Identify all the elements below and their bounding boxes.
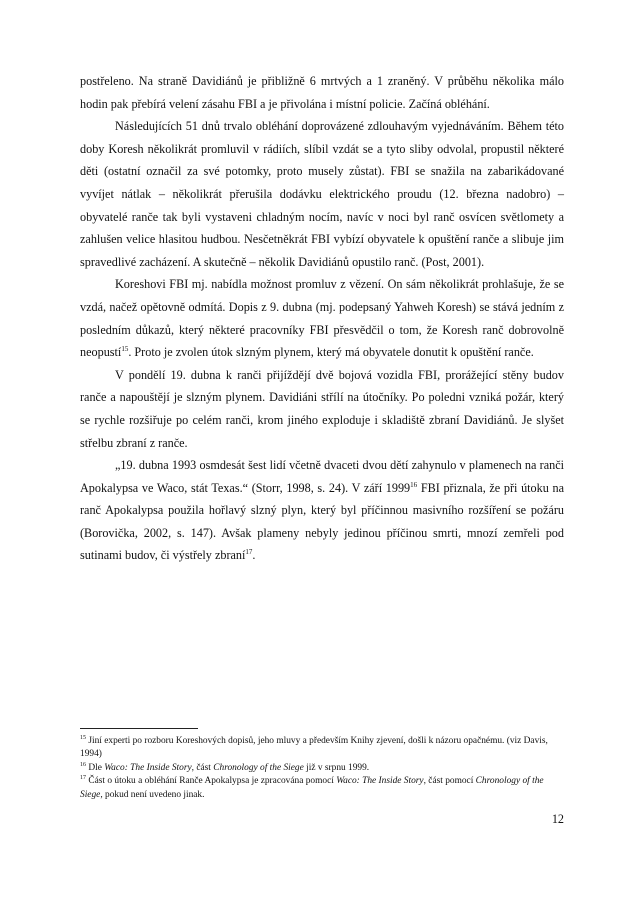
footnote (80, 762, 564, 775)
body-text (80, 70, 564, 567)
text-run: FBI přiznala, že při útoku na ranč Apokalypsa použila hořlavý slzný plyn, který byl příčinnou masivního rozšíření se požáru (Borovička, 2002, s. 147). Avšak plameny nebyly jedinou příčinou smrti, mnozí zemřeli pod sutinami budov, či výstřely zbraní (80, 480, 564, 563)
footnote (80, 735, 564, 762)
text-run: , část (191, 762, 214, 773)
italic-title: Waco: The Inside Story (104, 762, 192, 773)
text-run: , pokud není uvedeno jinak. (100, 789, 205, 800)
footnote-ref: 15 (121, 345, 129, 354)
paragraph (80, 364, 564, 454)
text-run: , část pomocí (423, 776, 476, 787)
text-run: Následujících 51 dnů trvalo obléhání doprovázené zdlouhavým vyjednáváním. Během této doby Koresh několikrát promluvil v rádiích, slíbil vzdát se a tyto sliby odvolal, propustil některé děti (ostatní označil za své potomky, proto musely zůstat). FBI se snažila na zabarikádované vyvíjet nátlak – několikrát přerušila dodávku elektrického proudu (12. března nadobro) – obyvatelé ranče tak byli vystaveni chladným nocím, navíc v noci byl ranč osvícen světlomety a zahlušen velice hlasitou hudbou. Nesčetněkrát FBI vybízí obyvatele k opuštění ranče a slibuje jim spravedlivé zacházení. A skutečně – několik Davidiánů opustilo ranč. (Post, 2001). (80, 119, 564, 269)
footnote-ref: 16 (410, 480, 418, 489)
text-run: „19. dubna 1993 osmdesát šest lidí včetně dvaceti dvou dětí zahynulo v plamenech na ranči Apokalypsa ve Waco, stát Texas.“ (Storr, 1998, s. 24). V září 1999 (80, 458, 564, 495)
footnote-ref: 17 (80, 775, 86, 782)
paragraph (80, 454, 564, 567)
paragraph (80, 115, 564, 273)
footnote-ref: 17 (245, 548, 253, 557)
italic-title: Waco: The Inside Story (336, 776, 424, 787)
text-run: . (252, 548, 256, 563)
footnote-separator (80, 728, 198, 729)
text-run: Dle (86, 762, 105, 773)
footnote (80, 775, 564, 802)
footnotes (80, 735, 564, 802)
paragraph (80, 273, 564, 363)
text-run: již v srpnu 1999. (303, 762, 370, 773)
text-run: V pondělí 19. dubna k ranči přijíždějí dvě bojová vozidla FBI, prorážející stěny budov ranče a napouštějí je slzným plynem. Davidiáni střílí na útočníky. Po poledni vzniká požár, který se rychle rozšiřuje po celém ranči, krom jiného exploduje i skladiště zbraní Davidiánů. Je slyšet střelbu zbraní z ranče. (80, 367, 564, 450)
italic-title: Chronology of the Siege (80, 776, 544, 800)
paragraph (80, 70, 564, 115)
text-run: postřeleno. Na straně Davidiánů je přibližně 6 mrtvých a 1 zraněný. V průběhu několika málo hodin pak přebírá velení zásahu FBI a je přivolána i místní policie. Začíná obléhání. (80, 74, 564, 111)
text-run: Koreshovi FBI mj. nabídla možnost promluv z vězení. On sám několikrát prohlašuje, že se vzdá, načež opětovně odmítá. Dopis z 9. dubna (mj. podepsaný Yahweh Koresh) se stává jedním z posledním důkazů, který některé pracovníky FBI přesvědčil o tom, že Koresh ranč dobrovolně neopustí (80, 277, 564, 360)
text-run: Jiní experti po rozboru Koreshových dopisů, jeho mluvy a především Knihy zjevení, došli k názoru opačnému. (viz Davis, 1994) (80, 736, 548, 760)
text-run: Část o útoku a obléhání Ranče Apokalypsa je zpracována pomocí (86, 776, 337, 787)
footnote-ref: 15 (80, 734, 86, 741)
footnote-ref: 16 (80, 761, 86, 768)
text-run: . Proto je zvolen útok slzným plynem, který má obyvatele donutit k opuštění ranče. (128, 345, 534, 360)
italic-title: Chronology of the Siege (213, 762, 304, 773)
page-number: 12 (551, 812, 564, 826)
